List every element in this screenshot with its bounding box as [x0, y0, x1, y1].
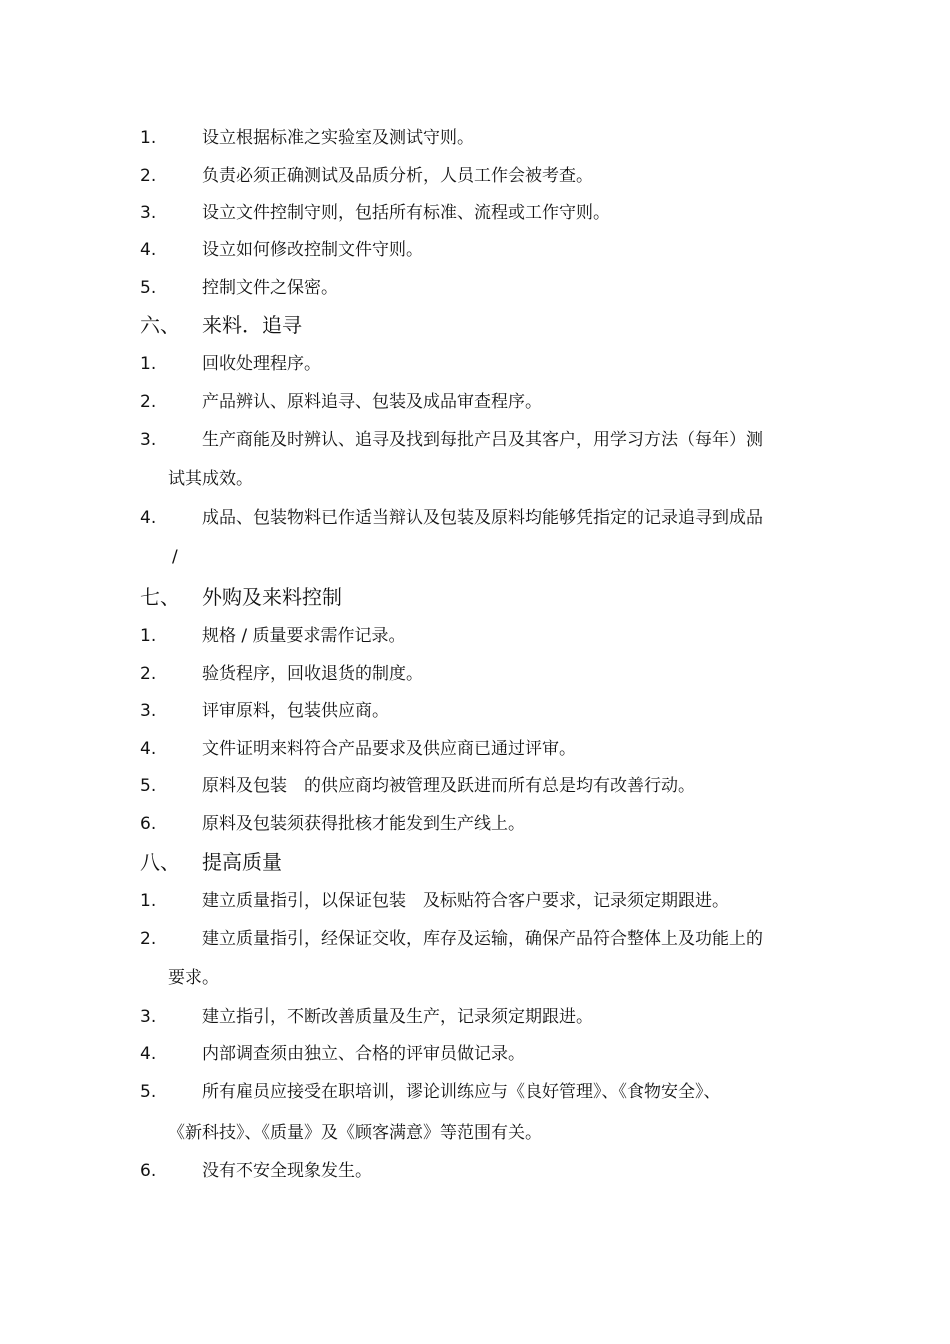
- item-text: 设立根据标准之实验室及测试守则。: [202, 128, 474, 148]
- item-text: 建立质量指引，以保证包装 及标贴符合客户要求，记录须定期跟进。: [202, 891, 729, 911]
- item-number: 6.: [140, 814, 157, 834]
- item-text: 没有不安全现象发生。: [202, 1161, 372, 1181]
- item-text: 成品、包装物料已作适当辩认及包装及原料均能够凭指定的记录追寻到成品: [202, 508, 763, 528]
- item-number: 1.: [140, 891, 157, 911]
- item-text: 原料及包装须获得批核才能发到生产线上。: [202, 814, 525, 834]
- item-number: 1.: [140, 128, 157, 148]
- item-number: 4.: [140, 739, 157, 759]
- item-number: 4.: [140, 240, 157, 260]
- item-number: 6.: [140, 1161, 157, 1181]
- item-text: 负责必须正确测试及品质分析，人员工作会被考查。: [202, 166, 593, 186]
- item-number: 2.: [140, 664, 157, 684]
- item-text-continuation: 要求。: [168, 968, 219, 988]
- item-text: 设立如何修改控制文件守则。: [202, 240, 423, 260]
- item-number: 1.: [140, 626, 157, 646]
- item-text: 建立质量指引，经保证交收，库存及运输，确保产品符合整体上及功能上的: [202, 929, 763, 949]
- item-text: 验货程序，回收退货的制度。: [202, 664, 423, 684]
- item-text: 文件证明来料符合产品要求及供应商已通过评审。: [202, 739, 576, 759]
- section-title: 来料．追寻: [202, 313, 302, 337]
- section-number: 六、: [140, 313, 180, 337]
- item-text-continuation: /: [172, 547, 178, 567]
- item-text: 控制文件之保密。: [202, 278, 338, 298]
- item-number: 4.: [140, 1044, 157, 1064]
- item-number: 5.: [140, 776, 157, 796]
- item-text: 生产商能及时辨认、追寻及找到每批产吕及其客户，用学习方法（每年）测: [202, 430, 763, 450]
- item-number: 3.: [140, 1007, 157, 1027]
- item-text: 回收处理程序。: [202, 354, 321, 374]
- item-text: 设立文件控制守则，包括所有标准、流程或工作守则。: [202, 203, 610, 223]
- item-text: 评审原料，包装供应商。: [202, 701, 389, 721]
- section-title: 外购及来料控制: [202, 585, 342, 609]
- item-text: 原料及包装 的供应商均被管理及跃进而所有总是均有改善行动。: [202, 776, 695, 796]
- section-title: 提高质量: [202, 850, 282, 874]
- item-text: 规格 / 质量要求需作记录。: [202, 626, 406, 646]
- item-number: 5.: [140, 278, 157, 298]
- section-number: 八、: [140, 850, 180, 874]
- item-number: 5.: [140, 1082, 157, 1102]
- item-number: 2.: [140, 929, 157, 949]
- section-number: 七、: [140, 585, 180, 609]
- item-text: 所有雇员应接受在职培训，谬论训练应与《良好管理》、《食物安全》、: [202, 1082, 721, 1102]
- item-number: 3.: [140, 701, 157, 721]
- item-number: 2.: [140, 166, 157, 186]
- item-text: 产品辨认、原料追寻、包装及成品审查程序。: [202, 392, 542, 412]
- item-number: 4.: [140, 508, 157, 528]
- item-number: 3.: [140, 430, 157, 450]
- item-text: 内部调查须由独立、合格的评审员做记录。: [202, 1044, 525, 1064]
- item-number: 2.: [140, 392, 157, 412]
- item-number: 3.: [140, 203, 157, 223]
- item-text-continuation: 试其成效。: [168, 469, 253, 489]
- item-text-continuation: 《新科技》、《质量》及《顾客满意》等范围有关。: [168, 1123, 542, 1143]
- item-text: 建立指引，不断改善质量及生产，记录须定期跟进。: [202, 1007, 593, 1027]
- item-number: 1.: [140, 354, 157, 374]
